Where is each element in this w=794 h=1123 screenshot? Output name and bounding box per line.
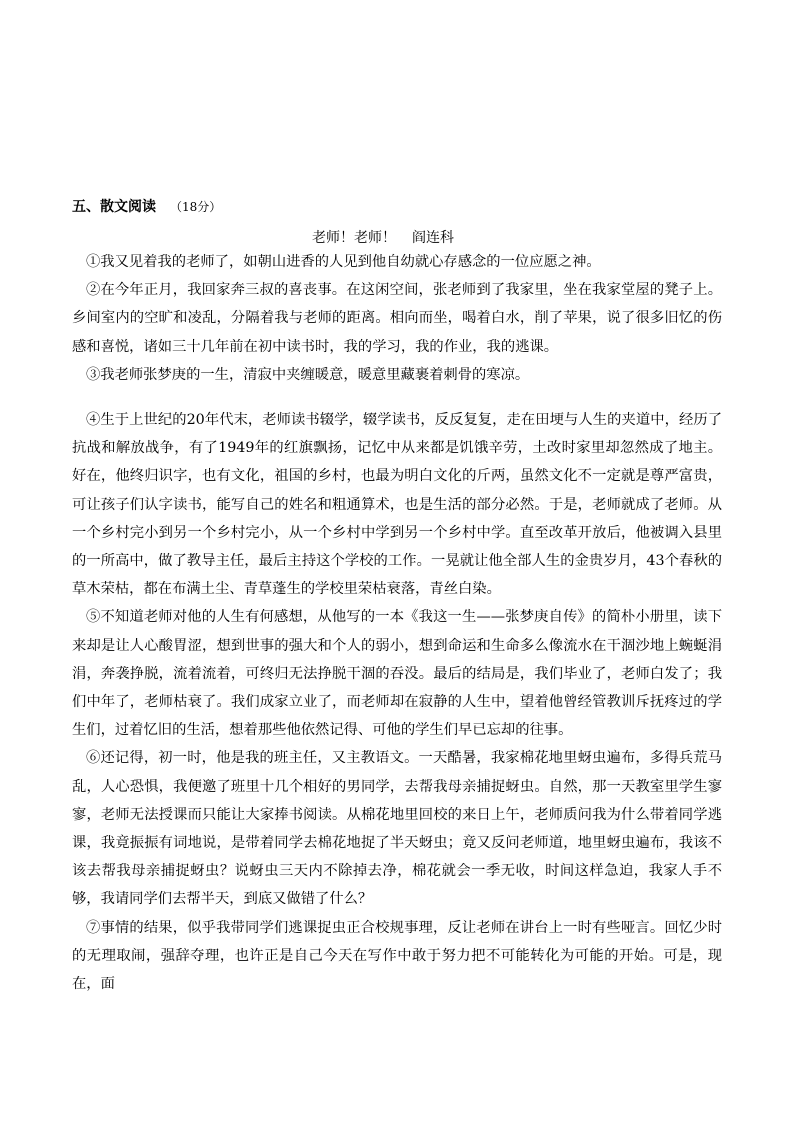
article-body-top bbox=[72, 248, 722, 389]
paragraph-6: ⑥还记得，初一时，他是我的班主任，又主教语文。一天酷暑，我家棉花地里蚜虫遍布，多得兵荒马乱，人心恐惧，我便邀了班里十几个相好的男同学，去帮我母亲捕捉蚜虫。自然，那一天教室里学生寥寥，老师无法授课而只能让大家捧书阅读。从棉花地里回校的来日上午，老师质问我为什么带着同学逃课，我竟振振有词地说，是带着同学去棉花地捉了半天蚜虫；竟又反问老师道，地里蚜虫遍布，我该不该去帮我母亲捕捉蚜虫？说蚜虫三天内不除掉去净，棉花就会一季无收，时间这样急迫，我家人手不够，我请同学们去帮半天，到底又做错了什么？ bbox=[72, 750, 722, 908]
paragraph-4: ④生于上世纪的20年代末，老师读书辍学，辍学读书，反反复复，走在田埂与人生的夹道中，经历了抗战和解放战争，有了1949年的红旗飘扬，记忆中从来都是饥饿辛劳，土改时家里却忽然成了地主。好在，他终归识字，也有文化，祖国的乡村，也最为明白文化的斤两，虽然文化不一定就是尊严富贵，可让孩子们认字读书，能写自己的姓名和粗通算术，也是生活的部分必然。于是，老师就成了老师。从一个乡村完小到另一个乡村完小，从一个乡村中学到另一个乡村中学。直至改革开放后，他被调入县里的一所高中，做了教导主任，最后主持这个学校的工作。一晃就让他全部人生的金贵岁月，43个春秋的草木荣枯，都在布满土尘、青草蓬生的学校里荣枯衰落，青丝白染。 bbox=[72, 412, 722, 598]
article-title: 老师！老师！ bbox=[312, 230, 396, 246]
section-title: 五、散文阅读 bbox=[72, 199, 156, 215]
paragraph-3: ③我老师张梦庚的一生，清寂中夹缠暖意，暖意里藏裹着刺骨的寒凉。 bbox=[86, 366, 530, 383]
paragraph-1: ①我又见着我的老师了，如朝山进香的人见到他自幼就心存感念的一位应愿之神。 bbox=[86, 254, 601, 270]
article-body-bottom bbox=[72, 406, 722, 998]
section-heading bbox=[72, 197, 221, 217]
paragraph-7: ⑦事情的结果，似乎我带同学们逃课捉虫正合校规事理，反让老师在讲台上一时有些哑言。回忆少时的无理取闹，强辞夺理，也许正是自己今天在写作中敢于努力把不可能转化为可能的开始。可是，现在，面 bbox=[72, 919, 722, 993]
paragraph-2: ②在今年正月，我回家奔三叔的喜丧事。在这闲空间，张老师到了我家里，坐在我家堂屋的凳子上。乡间室内的空旷和凌乱，分隔着我与老师的距离。相向而坐，喝着白水，削了苹果，说了很多旧忆的伤感和喜悦，诸如三十几年前在初中读书时，我的学习，我的作业，我的逃课。 bbox=[72, 282, 722, 355]
article-title-line bbox=[312, 228, 454, 248]
article-author: 阎连科 bbox=[412, 230, 454, 246]
paragraph-5: ⑤不知道老师对他的人生有何感想，从他写的一本《我这一生——张梦庚自传》的简朴小册里，读下来却是让人心酸胃涩，想到世事的强大和个人的弱小，想到命运和生命多么像流水在干涸沙地上蜿蜒涓涓，奔袭挣脱，流着流着，可终归无法挣脱干涸的吞没。最后的结局是，我们毕业了，老师白发了；我们中年了，老师枯衰了。我们成家立业了，而老师却在寂静的人生中，望着他曾经管教训斥抚疼过的学生们，过着忆旧的生活，想着那些他依然记得、可他的学生们早已忘却的往事。 bbox=[72, 609, 722, 739]
section-score: （18分） bbox=[170, 200, 222, 214]
